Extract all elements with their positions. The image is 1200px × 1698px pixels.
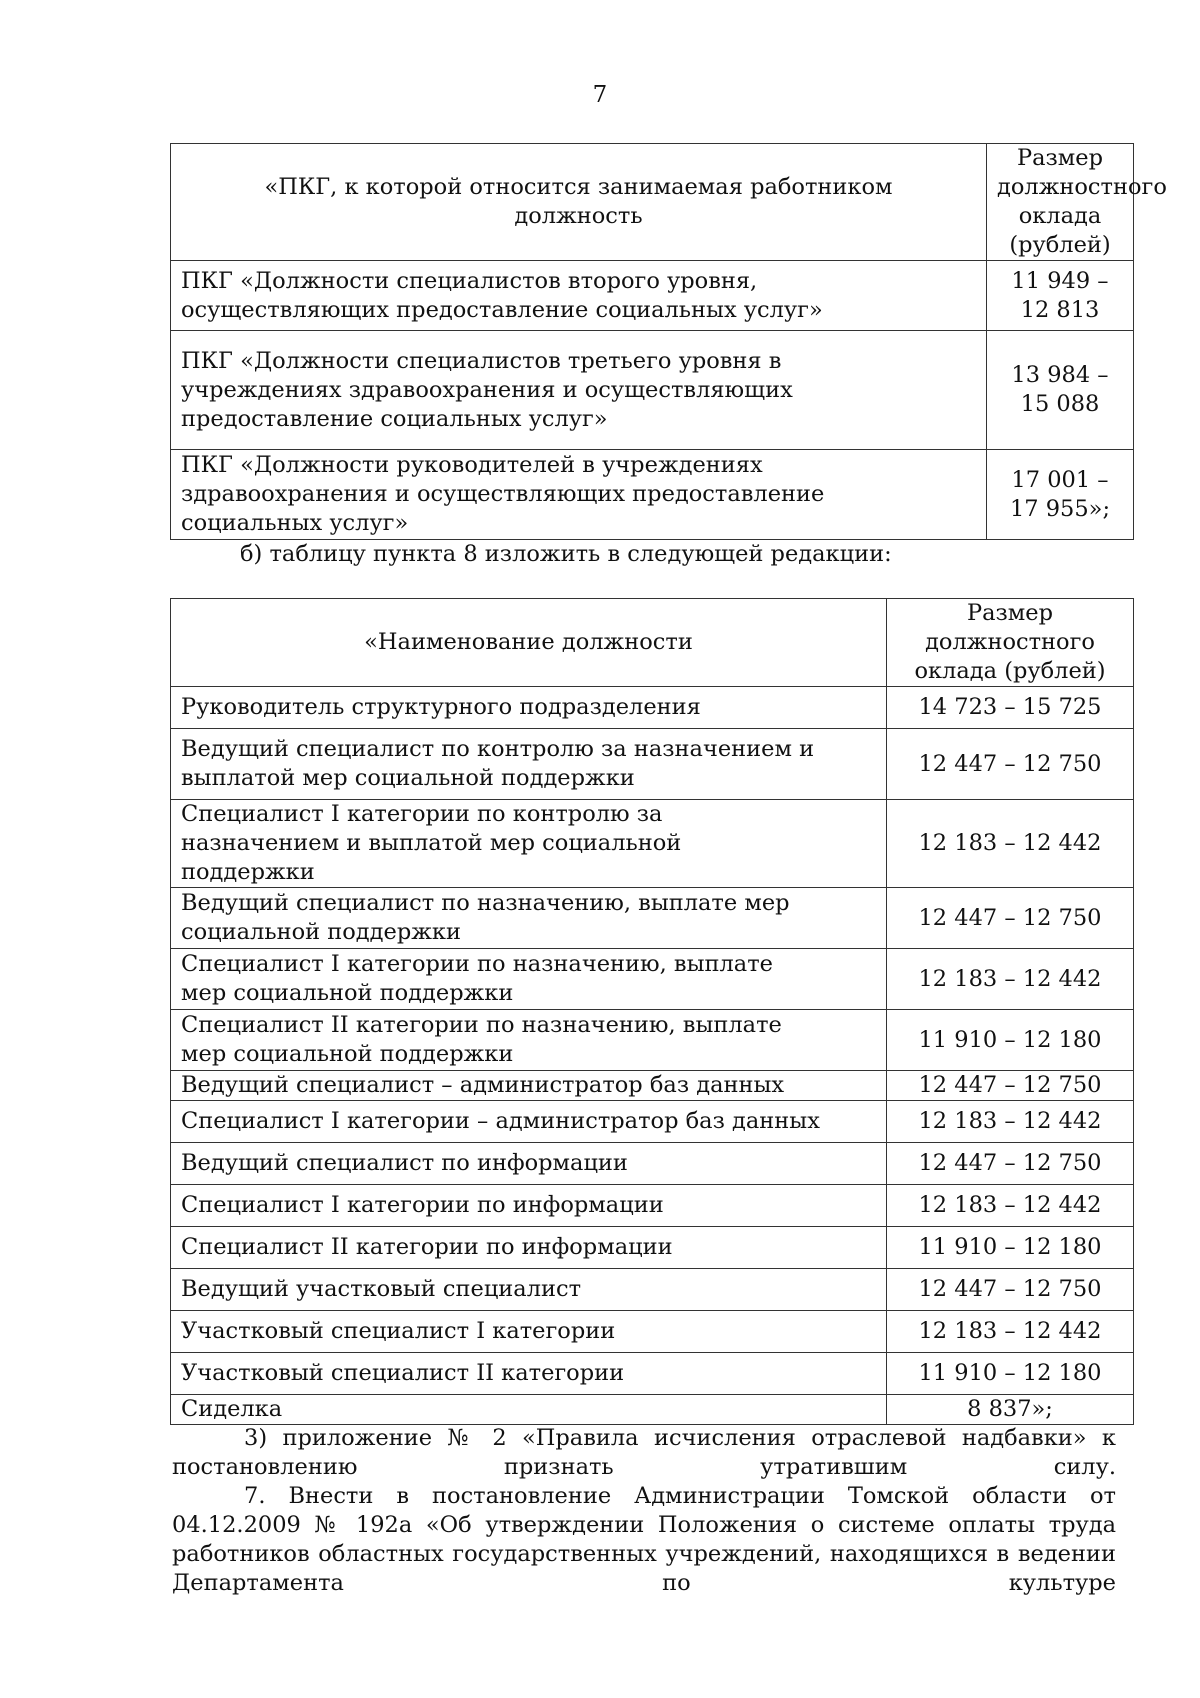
position-name-cell: Ведущий участковый специалист [171,1269,887,1311]
position-name-cell: Ведущий специалист по контролю за назначением и выплатой мер социальной поддержки [171,729,887,800]
salary-cell: 11 910 – 12 180 [887,1353,1134,1395]
table-row [171,729,1134,800]
position-name-cell: Специалист II категории по информации [171,1227,887,1269]
salary-cell: 11 910 – 12 180 [887,1227,1134,1269]
table-row [171,1143,1134,1185]
table-row [171,1311,1134,1353]
salary-cell: 12 183 – 12 442 [887,1185,1134,1227]
salary-cell: 12 447 – 12 750 [887,1143,1134,1185]
salary-cell: 12 447 – 12 750 [887,888,1134,949]
table-header-cell: Размер должностного оклада (рублей) [887,599,1134,687]
table-row [171,1101,1134,1143]
position-name-cell: Специалист I категории – администратор баз данных [171,1101,887,1143]
table-row [171,261,1134,331]
position-name-cell: ПКГ «Должности специалистов второго уровня, осуществляющих предоставление социальных услуг» [171,261,987,331]
salary-table-positions [170,598,1134,1425]
position-name-cell: Руководитель структурного подразделения [171,687,887,729]
salary-cell: 12 183 – 12 442 [887,1311,1134,1353]
table-row [171,888,1134,949]
table-header-row [171,599,1134,687]
table-row [171,800,1134,888]
salary-cell: 17 001 – 17 955»; [987,450,1134,540]
salary-cell: 8 837»; [887,1395,1134,1425]
table-row [171,687,1134,729]
salary-cell: 12 183 – 12 442 [887,800,1134,888]
position-name-cell: Участковый специалист II категории [171,1353,887,1395]
table-row [171,1353,1134,1395]
position-name-cell: Специалист I категории по назначению, выплате мер социальной поддержки [171,949,887,1010]
table-row [171,450,1134,540]
paragraph-b-intro: б) таблицу пункта 8 изложить в следующей редакции: [240,541,892,567]
table-header-cell: «Наименование должности [171,599,887,687]
table-header-cell: Размер должностного оклада (рублей) [987,144,1134,261]
position-name-cell: Ведущий специалист – администратор баз данных [171,1071,887,1101]
table-row [171,949,1134,1010]
paragraph-item-3: 3) приложение № 2 «Правила исчисления отраслевой надбавки» к постановлению признать утратившим силу. [172,1425,1116,1480]
position-name-cell: Ведущий специалист по назначению, выплате мер социальной поддержки [171,888,887,949]
position-name-cell: ПКГ «Должности специалистов третьего уровня в учреждениях здравоохранения и осуществляющих предоставление социальных услуг» [171,331,987,450]
table-row [171,1395,1134,1425]
salary-cell: 11 949 – 12 813 [987,261,1134,331]
position-name-cell: Ведущий специалист по информации [171,1143,887,1185]
salary-cell: 12 447 – 12 750 [887,1071,1134,1101]
position-name-cell: Участковый специалист I категории [171,1311,887,1353]
salary-cell: 11 910 – 12 180 [887,1010,1134,1071]
position-name-cell: ПКГ «Должности руководителей в учреждениях здравоохранения и осуществляющих предоставление социальных услуг» [171,450,987,540]
salary-cell: 12 447 – 12 750 [887,1269,1134,1311]
table-row [171,331,1134,450]
table-row [171,1010,1134,1071]
position-name-cell: Специалист I категории по контролю за назначением и выплатой мер социальной поддержки [171,800,887,888]
page-number: 7 [592,82,608,108]
table-header-row [171,144,1134,261]
table-row [171,1227,1134,1269]
salary-cell: 12 183 – 12 442 [887,1101,1134,1143]
salary-cell: 13 984 – 15 088 [987,331,1134,450]
table-row [171,1185,1134,1227]
salary-cell: 14 723 – 15 725 [887,687,1134,729]
salary-table-pkg [170,143,1167,540]
salary-cell: 12 183 – 12 442 [887,949,1134,1010]
paragraph-item-7: 7. Внести в постановление Администрации Томской области от 04.12.2009 № 192а «Об утверждении Положения о системе оплаты труда работников областных государственных учреждений, находящихся в ведении Департамента по культуре [172,1483,1116,1596]
position-name-cell: Специалист I категории по информации [171,1185,887,1227]
salary-cell: 12 447 – 12 750 [887,729,1134,800]
position-name-cell: Специалист II категории по назначению, выплате мер социальной поддержки [171,1010,887,1071]
position-name-cell: Сиделка [171,1395,887,1425]
table-row [171,1071,1134,1101]
table-row [171,1269,1134,1311]
table-header-cell: «ПКГ, к которой относится занимаемая работником должность [171,144,987,261]
